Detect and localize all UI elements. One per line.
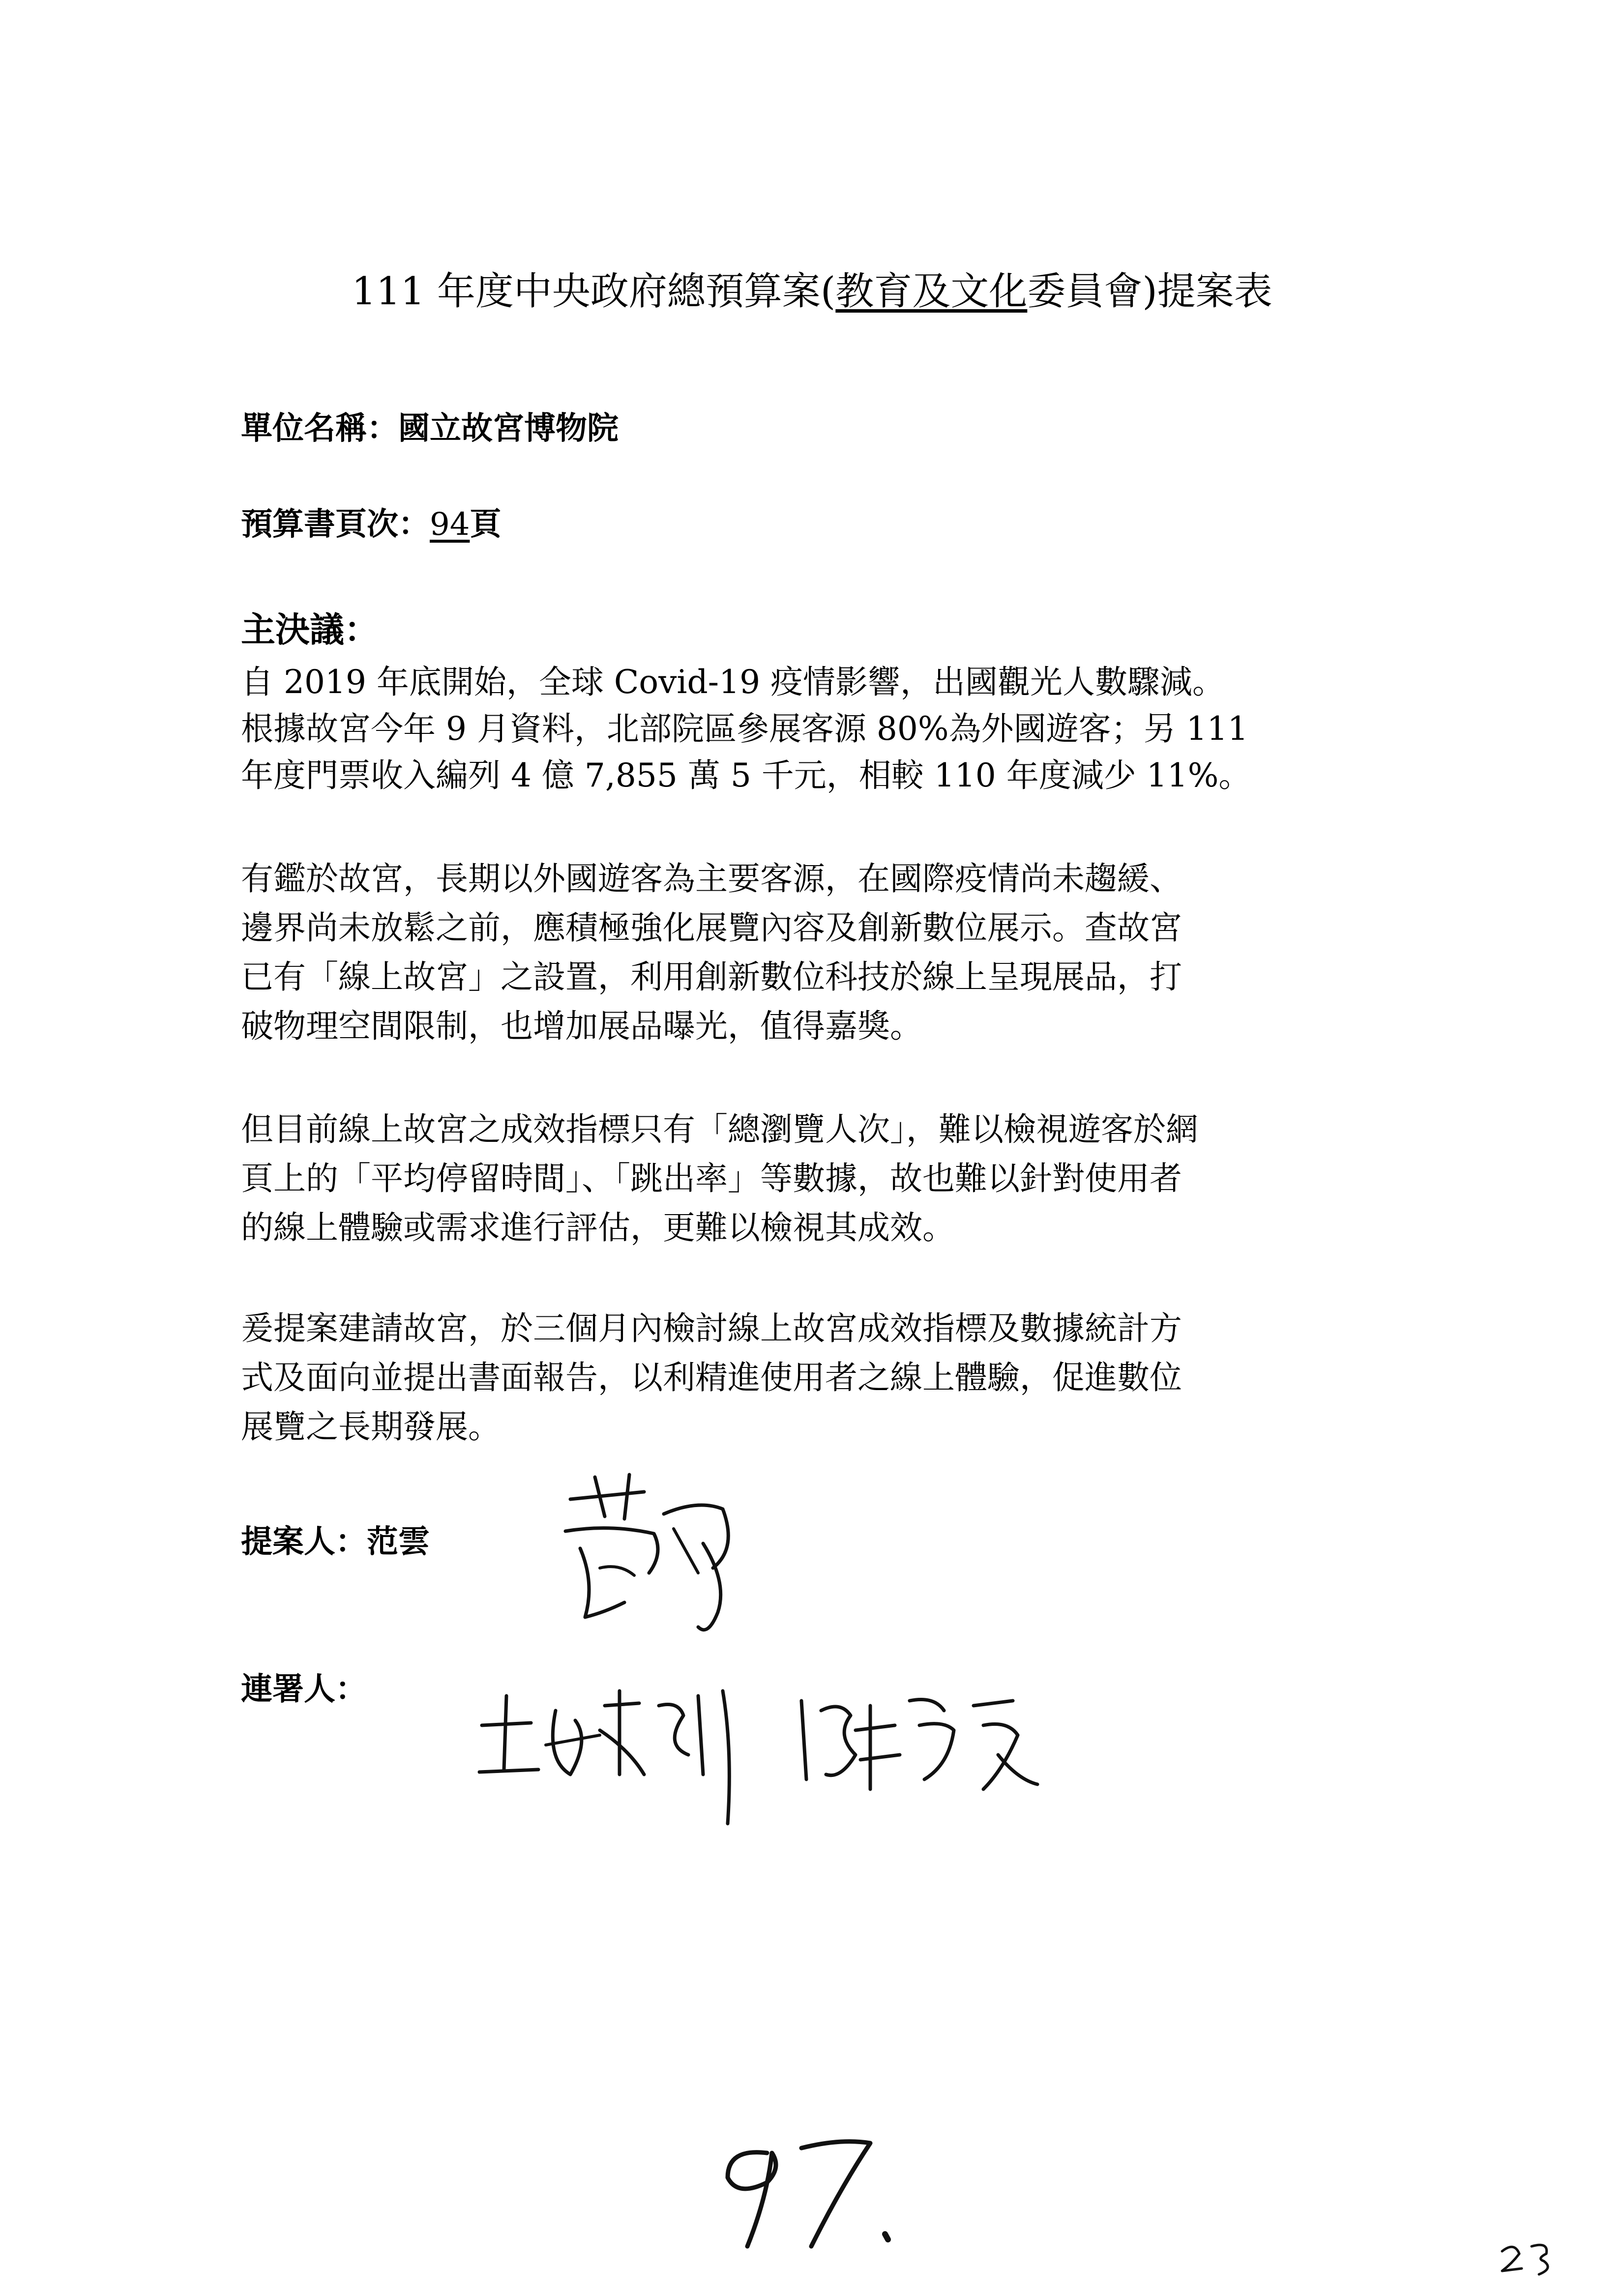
- corner-mark: [1495, 2234, 1559, 2278]
- paragraph-3-line-3: 的線上體驗或需求進行評估，更難以檢視其成效。: [241, 1209, 955, 1247]
- title-prefix: 111 年度中央政府總預算案(: [352, 269, 836, 314]
- paragraph-3-line-2: 頁上的「平均停留時間」、「跳出率」等數據，故也難以針對使用者: [241, 1160, 1182, 1197]
- proposer-name: 范雲: [367, 1523, 430, 1560]
- budget-page-value: 94: [430, 506, 470, 543]
- cosigner-signature-1: [472, 1676, 757, 1833]
- paragraph-2-line-1: 有鑑於故宮，長期以外國遊客為主要客源，在國際疫情尚未趨緩、: [241, 860, 1182, 898]
- paragraph-4-line-2: 式及面向並提出書面報告，以利精進使用者之線上體驗，促進數位: [241, 1359, 1182, 1396]
- paragraph-2-line-3: 已有「線上故宮」之設置，利用創新數位科技於線上呈現展品，打: [241, 958, 1182, 996]
- cosigners-label: 連署人：: [241, 1671, 367, 1708]
- paragraph-1-line-1: 自 2019 年底開始，全球 Covid-19 疫情影響，出國觀光人數驟減。: [241, 663, 1225, 701]
- budget-page-field: [241, 499, 501, 544]
- paragraph-3-line-1: 但目前線上故宮之成效指標只有「總瀏覽人次」，難以檢視遊客於網: [241, 1110, 1198, 1148]
- proposer-signature: [551, 1470, 757, 1657]
- unit-value: 國立故宮博物院: [398, 410, 619, 447]
- paragraph-2-line-2: 邊界尚未放鬆之前，應積極強化展覽內容及創新數位展示。查故宮: [241, 909, 1182, 947]
- unit-label: 單位名稱：: [241, 410, 398, 447]
- paragraph-1-line-3: 年度門票收入編列 4 億 7,855 萬 5 千元，相較 110 年度減少 11%。: [241, 756, 1251, 794]
- budget-page-suffix: 頁: [470, 506, 502, 543]
- proposer-label: 提案人：: [241, 1523, 367, 1560]
- paragraph-1-line-2: 根據故宮今年 9 月資料，北部院區參展客源 80%為外國遊客；另 111: [241, 710, 1248, 748]
- unit-field: [241, 403, 619, 448]
- paragraph-4-line-1: 爰提案建請故宮，於三個月內檢討線上故宮成效指標及數據統計方: [241, 1309, 1182, 1347]
- proposer-field: [241, 1516, 430, 1562]
- handwritten-page-number: [708, 2128, 944, 2256]
- paragraph-2-line-4: 破物理空間限制，也增加展品曝光，值得嘉獎。: [241, 1007, 922, 1045]
- cosigner-signature-2: [787, 1681, 1042, 1809]
- budget-page-label: 預算書頁次：: [241, 506, 430, 543]
- document-title: [0, 261, 1624, 316]
- resolution-heading: 主決議：: [241, 609, 379, 650]
- title-committee: 教育及文化: [835, 269, 1028, 314]
- title-suffix: 委員會)提案表: [1027, 269, 1272, 314]
- paragraph-4-line-3: 展覽之長期發展。: [241, 1408, 501, 1446]
